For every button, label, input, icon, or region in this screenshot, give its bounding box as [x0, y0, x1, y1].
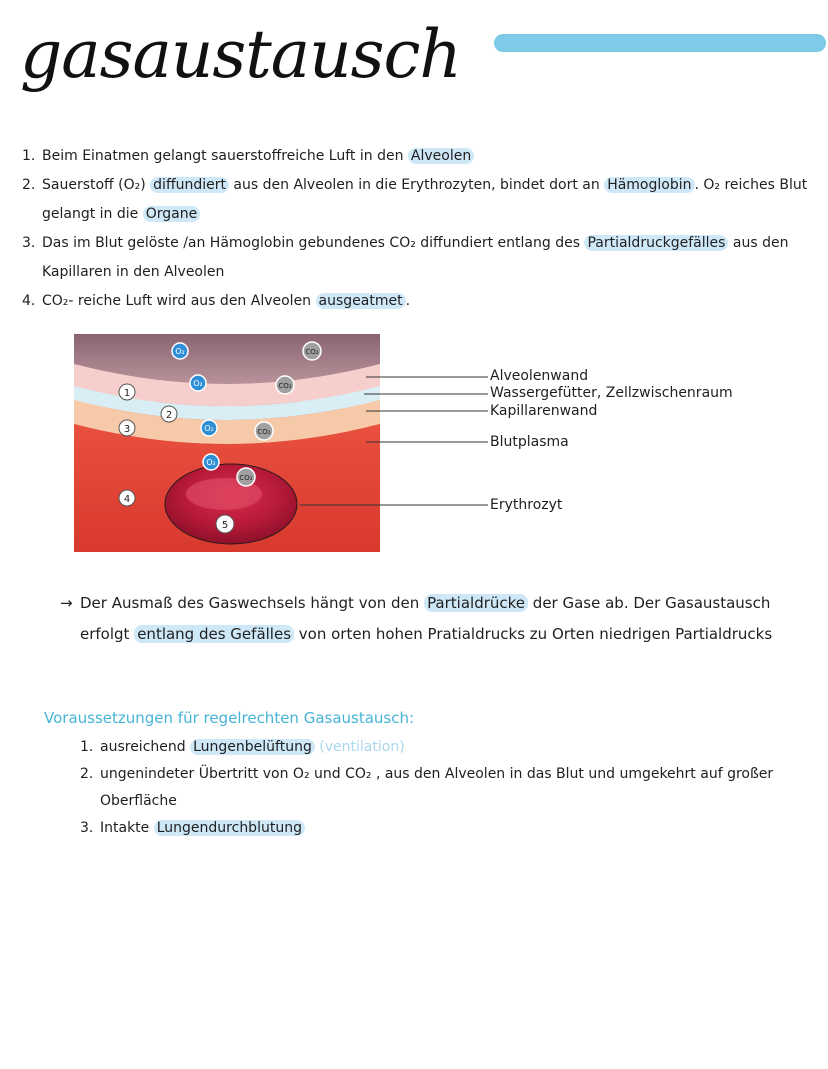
step-number: 2.	[22, 177, 36, 193]
marker-number: 2	[165, 410, 173, 421]
marker-2	[161, 406, 177, 422]
o2-label: O₂	[206, 458, 216, 467]
step-highlight: diffundiert	[150, 177, 229, 193]
marker-number: 5	[221, 520, 229, 531]
label-erythrocyte: Erythrozyt	[490, 497, 563, 513]
o2-molecule-2	[190, 375, 206, 391]
step-highlight: Organe	[143, 206, 200, 222]
note-highlight: Partialdrücke	[424, 594, 528, 612]
co2-label: CO₂	[305, 348, 319, 356]
marker-1	[119, 384, 135, 400]
arrow-icon: →	[60, 594, 73, 612]
step-item	[22, 171, 812, 229]
step-highlight: Hämoglobin	[604, 177, 694, 193]
step-item	[22, 229, 812, 287]
step-number: 1.	[22, 148, 36, 164]
prerequisite-number: 3.	[80, 820, 94, 836]
marker-number: 4	[123, 494, 131, 505]
co2-molecule-2	[276, 376, 294, 394]
co2-label: CO₂	[278, 382, 292, 390]
o2-molecule-3	[201, 420, 217, 436]
label-capillary-wall: Kapillarenwand	[490, 403, 598, 419]
prerequisite-text: ungenindeter Übertritt von O₂ und CO₂ , aus den Alveolen in das Blut und umgekehrt auf großer Oberfläche	[100, 766, 774, 809]
o2-label: O₂	[193, 379, 203, 388]
step-text: CO₂- reiche Luft wird aus den Alveolen	[42, 293, 316, 309]
note-highlight: entlang des Gefälles	[134, 625, 294, 643]
prerequisite-text: ausreichend	[100, 739, 191, 755]
step-number: 3.	[22, 235, 36, 251]
o2-molecule-1	[172, 343, 188, 359]
o2-label: O₂	[175, 347, 185, 356]
co2-molecule-4	[237, 468, 255, 486]
co2-molecule-3	[255, 422, 273, 440]
co2-label: CO₂	[239, 474, 253, 482]
step-item	[22, 142, 812, 171]
step-text: aus den Alveolen in die Erythrozyten, bindet dort an	[228, 177, 605, 193]
note-text	[60, 588, 800, 650]
marker-number: 3	[123, 424, 131, 435]
co2-molecule-1	[303, 342, 321, 360]
prerequisites-heading: Voraussetzungen für regelrechten Gasaustausch:	[44, 709, 415, 727]
step-text: aus den Kapillaren in den Alveolen	[42, 235, 789, 280]
o2-label: O₂	[204, 424, 214, 433]
prerequisite-muted: (ventilation)	[319, 739, 405, 755]
step-text: .	[405, 293, 411, 309]
prerequisite-number: 2.	[80, 766, 94, 782]
o2-molecule-4	[203, 454, 219, 470]
prerequisite-highlight: Lungendurchblutung	[154, 820, 305, 836]
label-blood-plasma: Blutplasma	[490, 434, 569, 450]
step-number: 4.	[22, 293, 36, 309]
step-item	[22, 287, 812, 316]
prerequisite-item	[80, 734, 780, 761]
step-highlight: Partialdruckgefälles	[584, 235, 728, 251]
prerequisite-item	[80, 761, 780, 815]
diagram-canvas	[74, 334, 380, 552]
label-interstitial-space: Wassergefütter, Zellzwischenraum	[490, 385, 733, 401]
gas-exchange-diagram	[74, 334, 380, 552]
title-underline-bar	[494, 34, 826, 52]
note-text: von orten hohen Pratialdrucks zu Orten niedrigen Partialdrucks	[294, 625, 773, 643]
step-text: Das im Blut gelöste /an Hämoglobin gebundenes CO₂ diffundiert entlang des	[42, 235, 585, 251]
prerequisite-text: Intakte	[100, 820, 154, 836]
step-text: Sauerstoff (O₂)	[42, 177, 151, 193]
note-text: Der Ausmaß des Gaswechsels hängt von den	[80, 594, 425, 612]
page-title: gasaustausch	[20, 16, 461, 93]
marker-4	[119, 490, 135, 506]
step-text: . O₂ reiches Blut gelangt in die	[42, 177, 808, 222]
marker-3	[119, 420, 135, 436]
step-highlight: ausgeatmet	[316, 293, 406, 309]
note-text: der Gase ab. Der Gasaustausch erfolgt	[80, 594, 771, 643]
prerequisite-item	[80, 815, 780, 842]
marker-number: 1	[123, 388, 131, 399]
prerequisites-list	[80, 734, 780, 842]
step-text: Beim Einatmen gelangt sauerstoffreiche Luft in den	[42, 148, 408, 164]
partial-pressure-note	[60, 588, 800, 650]
process-steps-list	[22, 142, 812, 316]
prerequisite-number: 1.	[80, 739, 94, 755]
prerequisite-highlight: Lungenbelüftung	[190, 739, 315, 755]
label-alveolar-wall: Alveolenwand	[490, 368, 589, 384]
marker-5	[216, 515, 234, 533]
step-highlight: Alveolen	[408, 148, 474, 164]
co2-label: CO₂	[257, 428, 271, 436]
